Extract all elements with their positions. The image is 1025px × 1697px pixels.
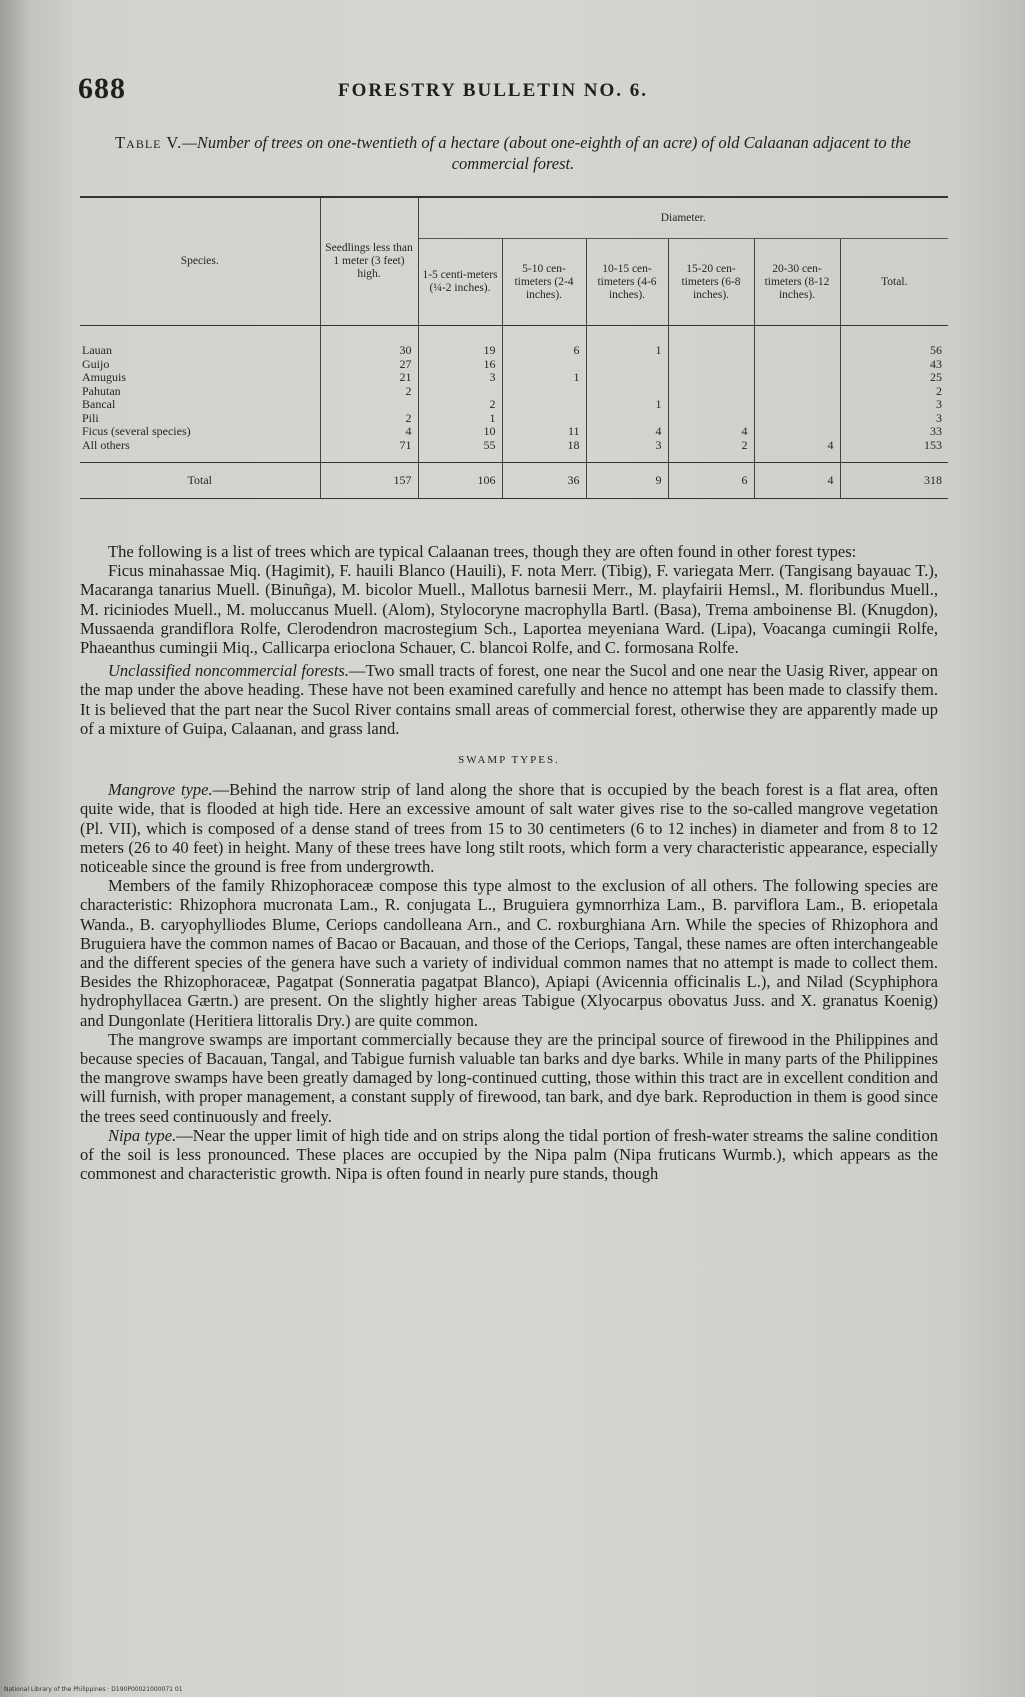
cell-d4	[668, 358, 754, 372]
cell-d5	[754, 398, 840, 412]
total-label: Total	[80, 463, 320, 499]
cell-total: 43	[840, 358, 948, 372]
cell-d1: 16	[418, 358, 502, 372]
cell-d2: 18	[502, 439, 586, 463]
cell-species: Bancal	[82, 397, 116, 411]
cell-d5	[754, 425, 840, 439]
table-row	[80, 425, 948, 439]
cell-seedlings: 21	[320, 371, 418, 385]
cell-total: 153	[840, 439, 948, 463]
cell-species: Amuguis	[82, 370, 127, 384]
cell-d4	[668, 326, 754, 358]
cell-d2	[502, 398, 586, 412]
cell-species: Ficus (several species)	[82, 424, 191, 438]
cell-d1: 55	[418, 439, 502, 463]
cell-d4	[668, 371, 754, 385]
cell-species: Pahutan	[82, 383, 121, 398]
cell-seedlings: 2	[320, 412, 418, 426]
table-row	[80, 439, 948, 463]
paragraph-mangrove-commercial: The mangrove swamps are important commercially because they are the principal source of firewood in the Philippines and because species of Bacauan, Tangal, and Tabigue furnish valuable tan barks and dye barks. While in many parts of the Philippines the mangrove swamps have been greatly damaged by long-continued cutting, those within this tract are in excellent condition and will furnish, with proper management, a constant supply of firewood, tan bark, and dye bark. Reproduction in them is good since the trees seed continuously and freely.	[80, 1029, 938, 1126]
cell-d5	[754, 371, 840, 385]
table-row	[80, 412, 948, 426]
cell-species: Pili	[82, 410, 99, 425]
cell-total: 25	[840, 371, 948, 385]
cell-d5	[754, 412, 840, 426]
cell-seedlings: 27	[320, 358, 418, 372]
table-total-row	[80, 463, 948, 499]
cell-total: 3	[840, 412, 948, 426]
paragraph-species-list: Ficus minahassae Miq. (Hagimit), F. hauili Blanco (Hauili), F. nota Merr. (Tibig), F. variegata Merr. (Tangisang bayauac T.), Macaranga tanarius Muell. (Binuñga), M. bicolor Muell., Mallotus barnesii Merr., M. playfairii Hemsl., M. floribundus Muell., M. riciniodes Muell., M. moluccanus Muell. (Alom), Stylocoryne macrophylla Bartl. (Basa), Trema amboinense Bl. (Knugdon), Mussaenda grandiflora Rolfe, Clerodendron macrostegium Sch., Laportea meyeniana Ward. (Lipa), Voacanga cumingii Rolfe, Phaeanthus cumingii Miq., Callicarpa erioclona Schauer, C. blancoi Rolfe, and C. formosana Rolfe.	[80, 561, 938, 658]
total-seedlings: 157	[320, 463, 418, 499]
cell-d3: 1	[586, 398, 668, 412]
column-header-total: Total.	[840, 239, 948, 326]
paragraph-intro: The following is a list of trees which are typical Calaanan trees, though they are often found in other forest types:	[108, 542, 857, 561]
subhead-nipa: Nipa type.	[108, 1125, 177, 1145]
cell-d4	[668, 412, 754, 426]
paragraph-mangrove	[80, 780, 938, 876]
scan-stamp: National Library of the Philippines · D190P00021000071 01	[4, 1686, 183, 1693]
cell-d3: 4	[586, 425, 668, 439]
cell-d3: 1	[586, 326, 668, 358]
cell-total: 33	[840, 425, 948, 439]
cell-total: 56	[840, 326, 948, 358]
table-row	[80, 385, 948, 399]
cell-d2: 6	[502, 326, 586, 358]
total-d4: 6	[668, 463, 754, 499]
cell-seedlings: 30	[320, 326, 418, 358]
cell-d2: 11	[502, 425, 586, 439]
cell-d1	[418, 385, 502, 399]
table-caption	[78, 132, 948, 174]
cell-d4: 2	[668, 439, 754, 463]
cell-d3: 3	[586, 439, 668, 463]
cell-d2	[502, 358, 586, 372]
cell-d4	[668, 385, 754, 399]
page-header	[78, 72, 948, 112]
column-header-diameter: Diameter.	[418, 197, 948, 239]
cell-d1: 19	[418, 326, 502, 358]
table-row	[80, 398, 948, 412]
body-text	[80, 542, 938, 1184]
column-header-d1: 1-5 centi-meters (¼-2 inches).	[418, 239, 502, 326]
cell-d4: 4	[668, 425, 754, 439]
cell-d2: 1	[502, 371, 586, 385]
cell-seedlings	[320, 398, 418, 412]
paragraph-rhizophoraceae: Members of the family Rhizophoraceæ compose this type almost to the exclusion of all others. The following species are characteristic: Rhizophora mucronata Lam., R. conjugata L., Bruguiera gymnorrhiza Lam., B. parviflora Lam., B. eriopetala Wanda., B. caryophylliodes Blume, Ceriops candolleana Arn., and C. roxburghiana Arn. While the species of Rhizophora and Bruguiera have the common names of Bacao or Bacauan, and those of the Ceriops, Tangal, these names are often interchangeable and the different species of the genera have such a variety of individual common names that no attempt is made to collect them. Besides the Rhizophoraceæ, Pagatpat (Sonneratia pagatpat Blanco), Apiapi (Avicennia officinalis L.), and Nilad (Scyphiphora hydrophyllacea Gærtn.) are present. On the slightly higher areas Tabigue (Xlyocarpus obovatus Juss. and X. granatus Koenig) and Dungonlate (Heritiera littoralis Dry.) are quite common.	[80, 876, 938, 1030]
running-head: FORESTRY BULLETIN NO. 6.	[338, 80, 649, 101]
cell-d4	[668, 398, 754, 412]
cell-species: Lauan	[82, 343, 112, 357]
cell-total: 3	[840, 398, 948, 412]
total-d3: 9	[586, 463, 668, 499]
cell-d5: 4	[754, 439, 840, 463]
table-caption-lead: Table V.	[115, 133, 183, 152]
subhead-unclassified: Unclassified noncommercial forests.	[108, 661, 349, 681]
total-d2: 36	[502, 463, 586, 499]
paragraph-nipa	[80, 1126, 938, 1184]
table-row	[80, 358, 948, 372]
cell-d2	[502, 412, 586, 426]
cell-d3	[586, 371, 668, 385]
table-caption-text: —Number of trees on one-twentieth of a hectare (about one-eighth of an acre) of old Calaanan adjacent to the commercial forest.	[182, 133, 911, 173]
section-heading-swamp-types: SWAMP TYPES.	[458, 754, 560, 767]
cell-d5	[754, 358, 840, 372]
column-header-d2: 5-10 cen-timeters (2-4 inches).	[502, 239, 586, 326]
column-header-seedlings: Seedlings less than 1 meter (3 feet) high.	[320, 197, 418, 326]
paragraph-nipa-body: —Near the upper limit of high tide and on strips along the tidal portion of fresh-water streams the saline condition of the soil is less pronounced. These places are occupied by the Nipa palm (Nipa fruticans Wurmb.), which appears as the commonest and characteristic growth. Nipa is often found in nearly pure stands, though	[80, 1125, 938, 1184]
cell-species: Guijo	[82, 356, 110, 371]
cell-total: 2	[840, 385, 948, 399]
paragraph-mangrove-body: —Behind the narrow strip of land along the shore that is occupied by the beach forest is a flat area, often quite wide, that is flooded at high tide. Here an excessive amount of salt water gives rise to the so-called mangrove vegetation (Pl. VII), which is composed of a dense stand of trees from 15 to 30 centimeters (6 to 12 inches) in diameter and from 8 to 12 meters (26 to 40 feet) in height. Many of these trees have long stilt roots, which form a very characteristic appearance, especially noticeable since the ground is free from undergrowth.	[80, 780, 938, 877]
cell-seedlings: 4	[320, 425, 418, 439]
cell-d1: 2	[418, 398, 502, 412]
paragraph-unclassified-body: —Two small tracts of forest, one near the Sucol and one near the Uasig River, appear on the map under the above heading. These have not been examined carefully and hence no attempt has been made to classify them. It is believed that the part near the Sucol River contains small areas of commercial forest, otherwise they are apparently made up of a mixture of Guipa, Calaanan, and grass land.	[80, 661, 938, 738]
cell-d1: 3	[418, 371, 502, 385]
total-d1: 106	[418, 463, 502, 499]
column-header-d5: 20-30 cen-timeters (8-12 inches).	[754, 239, 840, 326]
cell-seedlings: 71	[320, 439, 418, 463]
table-row	[80, 371, 948, 385]
cell-d5	[754, 326, 840, 358]
paragraph-unclassified	[80, 661, 938, 738]
cell-d3	[586, 385, 668, 399]
cell-species: All others	[82, 437, 130, 452]
tree-count-table	[80, 196, 948, 499]
cell-d2	[502, 385, 586, 399]
total-total: 318	[840, 463, 948, 499]
cell-d1: 10	[418, 425, 502, 439]
cell-d3	[586, 358, 668, 372]
cell-d1: 1	[418, 412, 502, 426]
cell-d5	[754, 385, 840, 399]
cell-d3	[586, 412, 668, 426]
total-d5: 4	[754, 463, 840, 499]
column-header-species: Species.	[80, 197, 320, 326]
page-number: 688	[78, 72, 126, 105]
column-header-d3: 10-15 cen-timeters (4-6 inches).	[586, 239, 668, 326]
table-row	[80, 326, 948, 358]
cell-seedlings: 2	[320, 385, 418, 399]
subhead-mangrove: Mangrove type.	[108, 780, 213, 800]
column-header-d4: 15-20 cen-timeters (6-8 inches).	[668, 239, 754, 326]
